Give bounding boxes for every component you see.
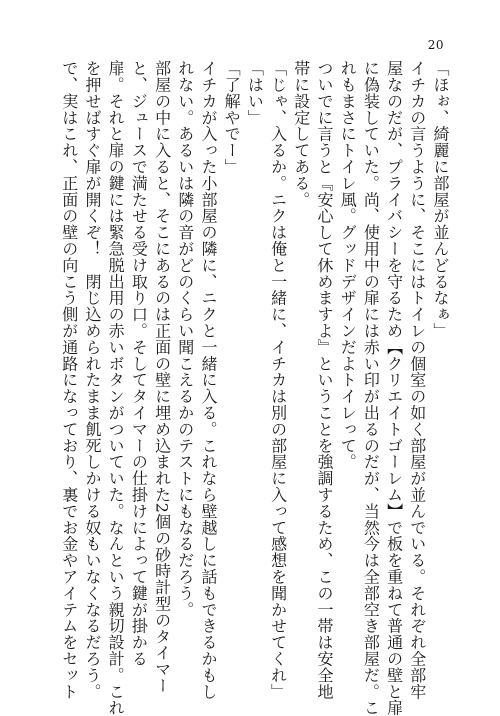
text-line: イチカが入った小部屋の隣に、ニクと一緒に入る。これなら壁越しに話もできるかもし (198, 60, 218, 700)
text-line: 屋なのだが、プライバシーを守るため【クリエイトゴーレム】で板を重ねて普通の壁と扉 (384, 60, 404, 716)
text-line: 部屋の中に入ると、そこにあるのは正面の壁に埋め込まれた2個の砂時計型のタイマー (152, 60, 172, 694)
text-line: を押せばすぐ扉が開くぞ！ 閉じ込められたまま飢死しかける奴もいなくなるだろう。 (82, 60, 102, 700)
text-line: 「ほぉ、綺麗に部屋が並んどるなぁ」 (431, 60, 450, 339)
text-line: イチカの言うように、そこにはトイレの個室の如く部屋が並んでいる。それぞれ全部牢 (407, 60, 427, 700)
text-line: 帯に設定してある。 (291, 60, 311, 208)
text-line: に偽装していた。尚、使用中の扉には赤い印が出るのだが、当然今は全部空き部屋だ。こ (361, 60, 381, 716)
text-line: で、実はこれ、正面の壁の向こう側が通路になっており、裏でお金やアイテムをセット (59, 60, 79, 700)
text-line: 「じゃ、入るか。ニクは俺と一緒に、イチカは別の部屋に入って感想を聞かせてくれ」 (268, 60, 288, 700)
text-line: れない。あるいは隣の音がどのくらい聞こえるかのテストにもなるだろう。 (175, 60, 195, 618)
text-line: 「了解やでー」 (222, 60, 242, 175)
text-line: ついでに言うと『安心して休めますよ』ということを強調するため、この一帯は安全地 (314, 60, 334, 700)
text-line: 「はい」 (245, 60, 265, 126)
text-line: と、ジュースで満たせる受け取り口。そしてタイマーの仕掛けによって鍵が掛かる (129, 60, 149, 667)
page-number: 20 (427, 38, 444, 52)
text-line: れもまさにトイレ風。グッドデザインだよトイレって。 (338, 60, 358, 470)
text-line: 扉。それと扉の鍵には緊急脱出用の赤いボタンがついていた。なんという親切設計。これ (106, 60, 126, 716)
vertical-text-body (27, 60, 452, 716)
